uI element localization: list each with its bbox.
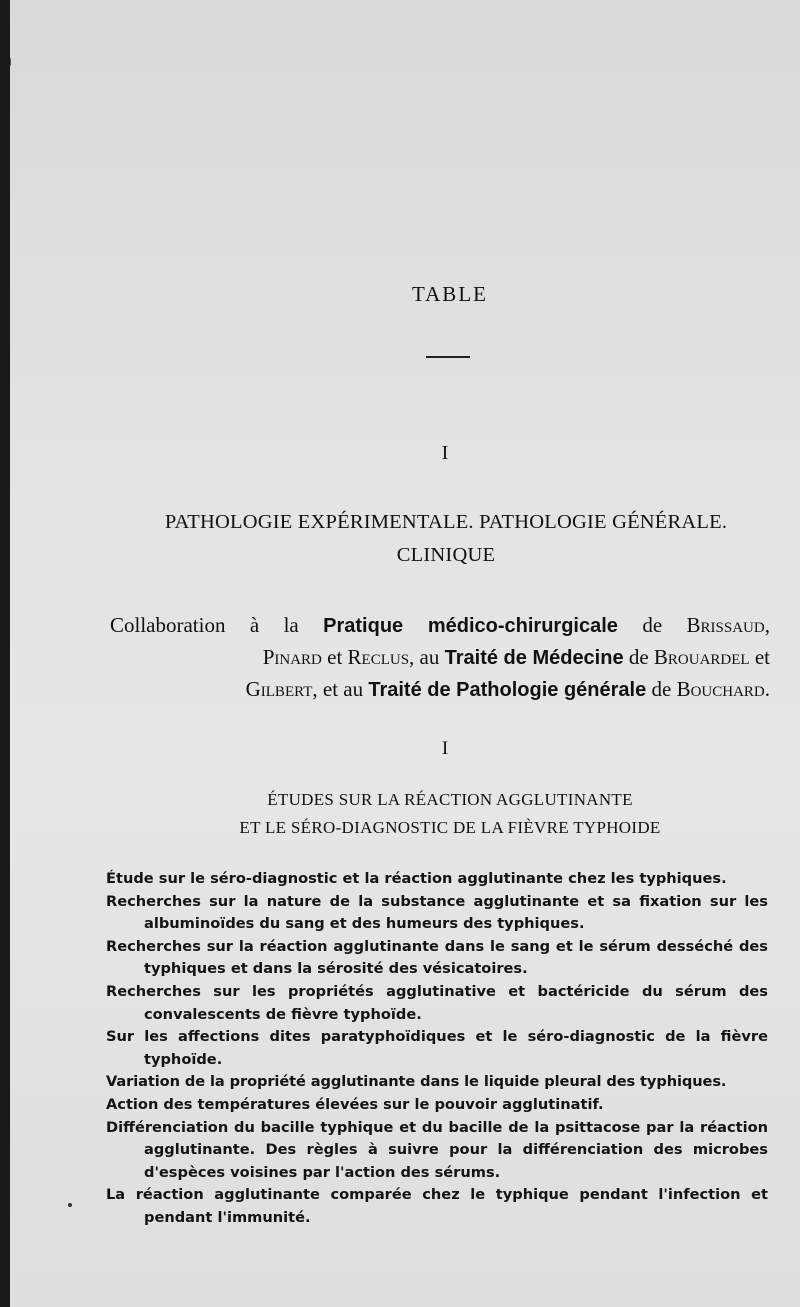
part-number: I [441, 442, 449, 464]
works-list [106, 868, 768, 1230]
chapter-heading [130, 786, 770, 842]
collaboration-line2 [110, 642, 770, 674]
author-name: Pinard [262, 645, 322, 669]
author-name: Reclus [347, 645, 410, 669]
title-rule [426, 356, 470, 358]
collaboration-text: , [764, 613, 770, 637]
author-name: Bouchard [676, 677, 765, 701]
collaboration-text: de [646, 677, 677, 701]
page-title: TABLE [412, 282, 488, 306]
work-item: Différenciation du bacille typhique et du bacille de la psittacose par la réaction agglutinante. Des règles à suivre pour la différenciation des microbes d'espèces voisines par l'action des sérums. [106, 1118, 768, 1181]
collaboration-text: de [617, 613, 687, 637]
document-page [10, 0, 800, 1307]
chapter-heading-line1: ÉTUDES SUR LA RÉACTION AGGLUTINANTE [267, 790, 633, 809]
part-heading-line1: PATHOLOGIE EXPÉRIMENTALE. PATHOLOGIE GÉNÉRALE. [164, 511, 728, 533]
work-title-bold: Traité de Pathologie générale [368, 679, 647, 701]
chapter-number: I [441, 738, 449, 759]
collaboration-line3 [110, 674, 770, 706]
collaboration-paragraph [110, 610, 770, 706]
chapter-heading-line2: ET LE SÉRO-DIAGNOSTIC DE LA FIÈVRE TYPHOIDE [239, 818, 661, 837]
collaboration-text: , et au [312, 677, 369, 701]
work-item: Étude sur le séro-diagnostic et la réaction agglutinante chez les typhiques. [106, 870, 727, 887]
work-title-bold: Pratique médico-chirurgicale [323, 615, 618, 637]
work-item: Sur les affections dites paratyphoïdiques et le séro-diagnostic de la fièvre typhoïde. [106, 1028, 768, 1068]
work-item: Recherches sur les propriétés agglutinative et bactéricide du sérum des convalescents de fièvre typhoïde. [106, 982, 768, 1023]
edge-mark [10, 58, 11, 66]
work-item: La réaction agglutinante comparée chez le typhique pendant l'infection et pendant l'immunité. [106, 1186, 768, 1226]
work-item: Recherches sur la réaction agglutinante dans le sang et le sérum desséché des typhiques et dans la sérosité des vésicatoires. [106, 937, 768, 978]
work-title-bold: Traité de Médecine [444, 647, 624, 669]
work-item: Recherches sur la nature de la substance agglutinante et sa fixation sur les albuminoïdes du sang et des humeurs des typhiques. [106, 892, 768, 933]
work-item: Variation de la propriété agglutinante dans le liquide pleural des typhiques. [106, 1073, 727, 1091]
author-name: Gilbert [245, 677, 313, 701]
collaboration-text: et [321, 645, 348, 669]
collaboration-text: de [623, 645, 654, 669]
collaboration-text: , au [409, 645, 445, 669]
author-name: Brouardel [653, 645, 750, 669]
collaboration-text: Collaboration à la [110, 613, 324, 637]
work-item: Action des températures élevées sur le pouvoir agglutinatif. [106, 1095, 604, 1113]
part-heading [106, 506, 786, 572]
margin-dot [68, 1203, 72, 1207]
collaboration-line1 [110, 610, 770, 642]
author-name: Brissaud [686, 613, 765, 637]
bleed-through-texture [105, 80, 795, 102]
part-heading-line2: CLINIQUE [396, 544, 496, 566]
collaboration-text: . [764, 677, 770, 701]
collaboration-text: et [749, 645, 770, 669]
